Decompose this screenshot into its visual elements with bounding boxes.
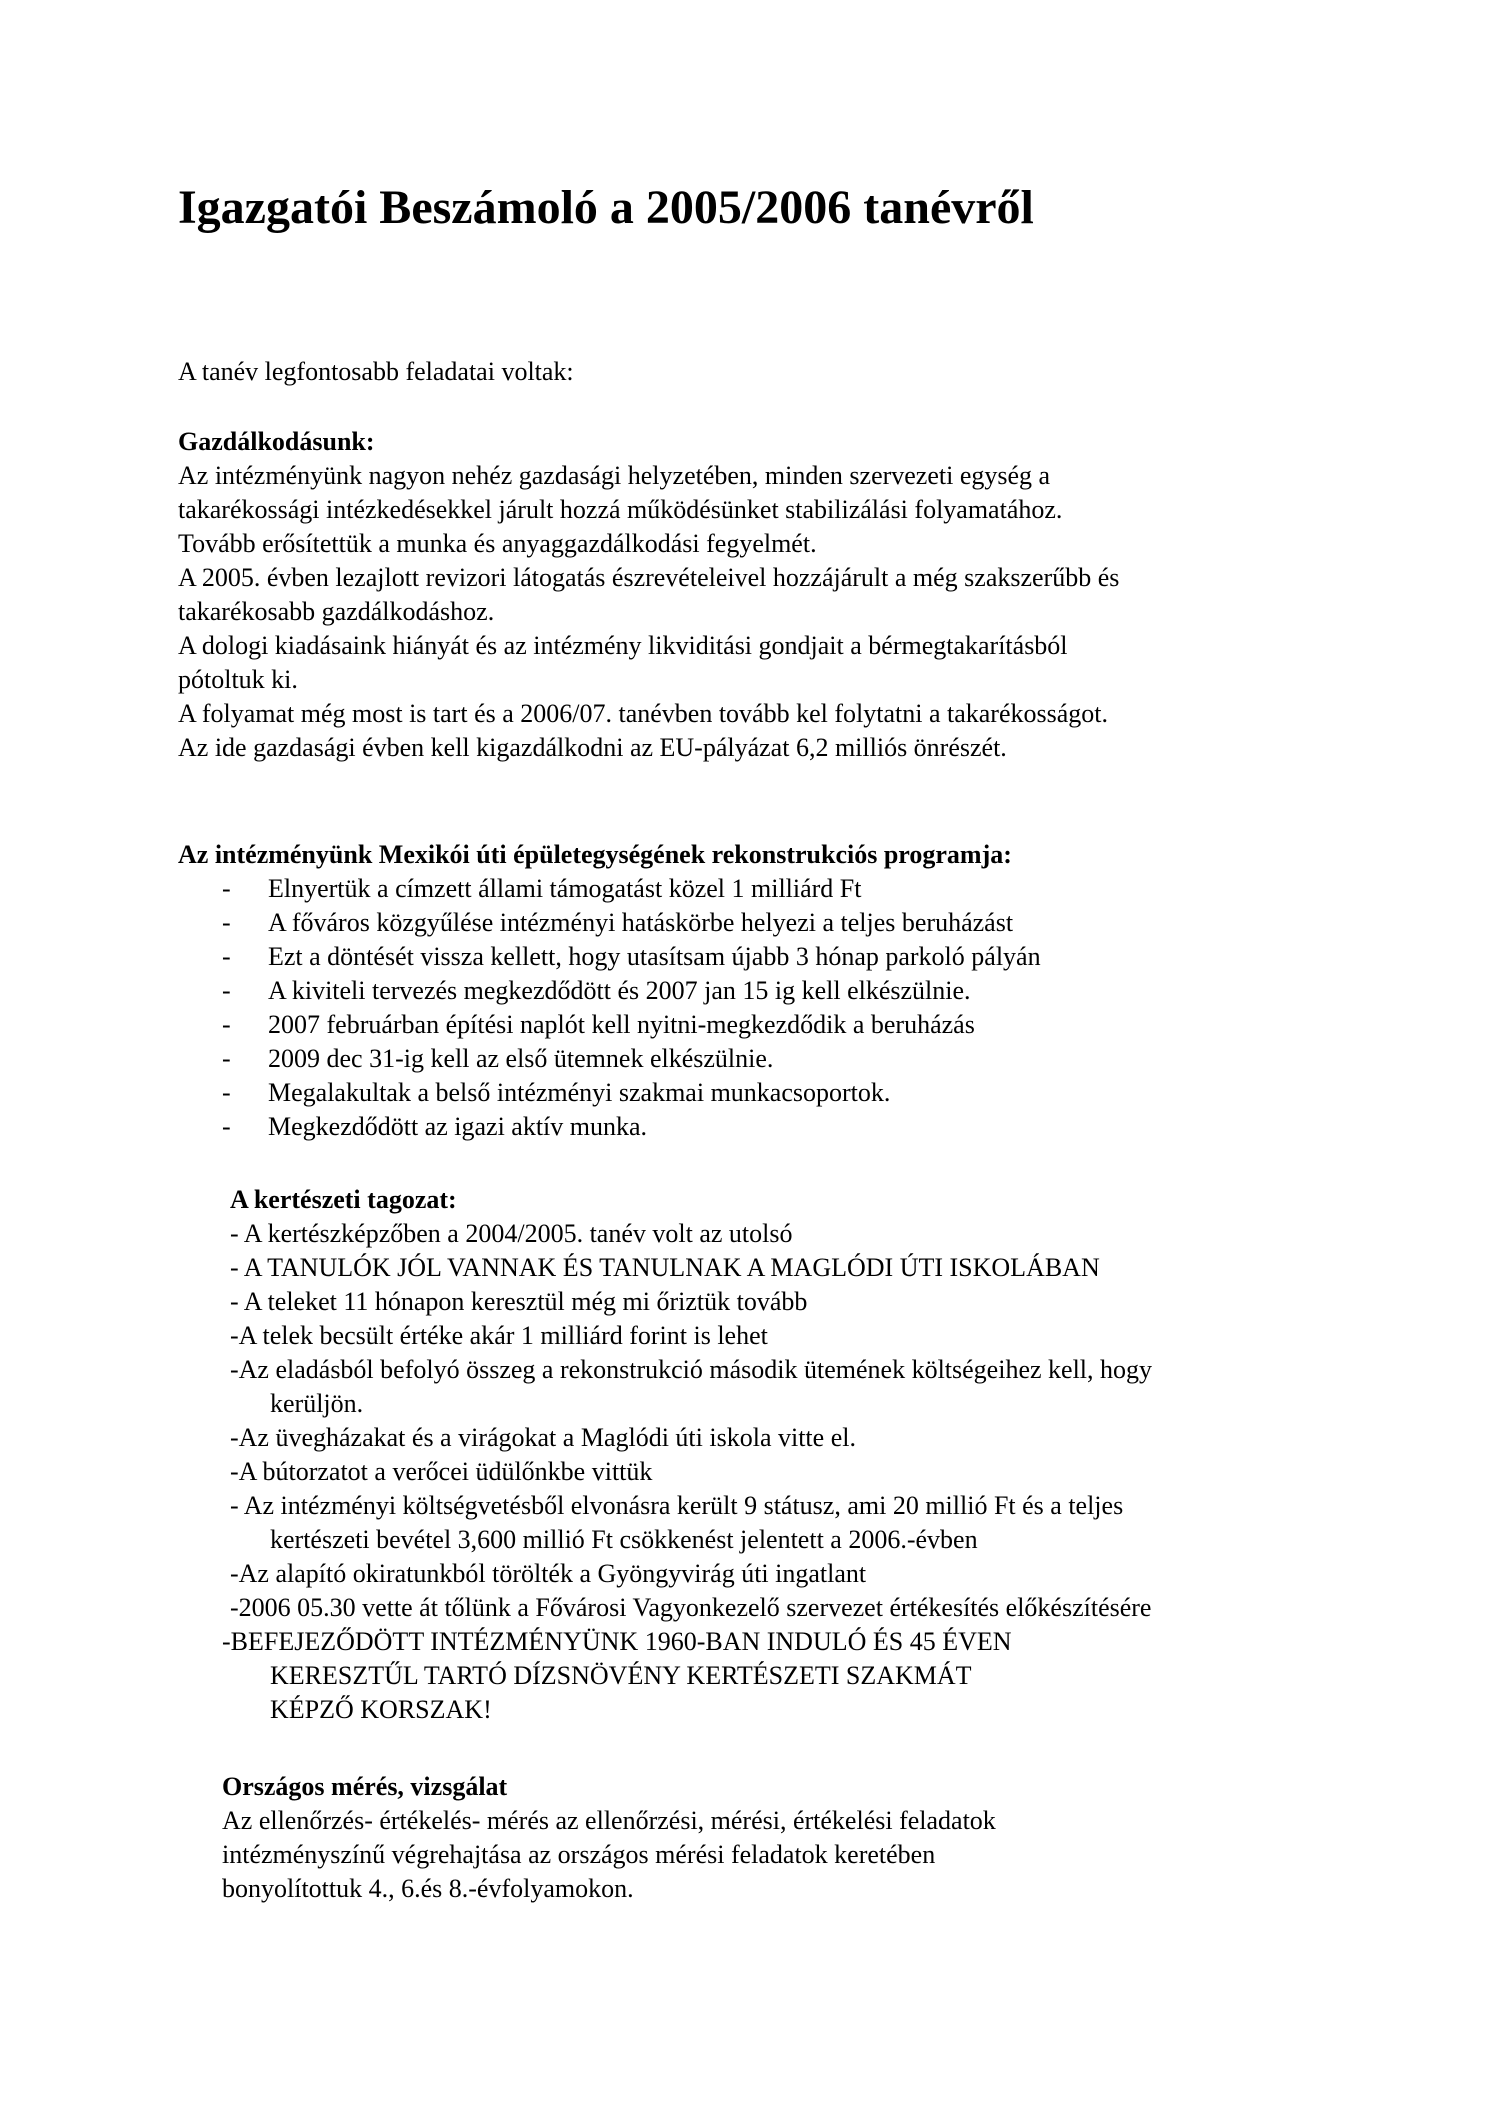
kerteszeti-item: - A kertészképzőben a 2004/2005. tanév volt az utolsó [230, 1219, 793, 1248]
mexikoi-list [178, 872, 1041, 1144]
kerteszeti-item: -Az üvegházakat és a virágokat a Maglódi úti iskola vitte el. [230, 1423, 856, 1452]
kerteszeti-heading: A kertészeti tagozat: [230, 1185, 457, 1214]
gazdalkodas-line: A 2005. évben lezajlott revizori látogatás észrevételeivel hozzájárult a még szakszerűbb és [178, 563, 1120, 592]
gazdalkodas-line: A folyamat még most is tart és a 2006/07. tanévben tovább kel folytatni a takarékosságot. [178, 699, 1108, 728]
orszagos-section [222, 1770, 996, 1906]
bullet-dash: - [222, 874, 231, 903]
bullet-dash: - [222, 942, 231, 971]
list-item [178, 974, 1041, 1008]
kerteszeti-item: -2006 05.30 vette át tőlünk a Fővárosi Vagyonkezelő szervezet értékesítés előkészítésére [230, 1593, 1152, 1622]
orszagos-line: Az ellenőrzés- értékelés- mérés az ellenőrzési, mérési, értékelési feladatok [222, 1806, 996, 1835]
kerteszeti-item: -Az eladásból befolyó összeg a rekonstrukció második ütemének költségeihez kell, hogy [230, 1355, 1153, 1384]
gazdalkodas-line: takarékossági intézkedésekkel járult hozzá működésünket stabilizálási folyamatához. [178, 495, 1063, 524]
list-item-text: 2007 februárban építési naplót kell nyitni-megkezdődik a beruházás [268, 1010, 975, 1039]
kerteszeti-final-continuation: KÉPZŐ KORSZAK! [270, 1695, 492, 1724]
intro-text-block [178, 355, 574, 389]
kerteszeti-item-continuation: kertészeti bevétel 3,600 millió Ft csökkenést jelentett a 2006.-évben [270, 1525, 978, 1554]
orszagos-line: intézményszínű végrehajtása az országos mérési feladatok keretében [222, 1840, 936, 1869]
list-item [178, 906, 1041, 940]
kerteszeti-item: - A teleket 11 hónapon keresztül még mi őriztük tovább [230, 1287, 808, 1316]
orszagos-line: bonyolítottuk 4., 6.és 8.-évfolyamokon. [222, 1874, 634, 1903]
intro-text: A tanév legfontosabb feladatai voltak: [178, 357, 574, 386]
list-item-text: A kiviteli tervezés megkezdődött és 2007 jan 15 ig kell elkészülnie. [268, 976, 971, 1005]
kerteszeti-item: - Az intézményi költségvetésből elvonásra került 9 státusz, ami 20 millió Ft és a teljes [230, 1491, 1124, 1520]
bullet-dash: - [222, 976, 231, 1005]
mexikoi-section [178, 838, 1041, 1144]
kerteszeti-item: - A TANULÓK JÓL VANNAK ÉS TANULNAK A MAGLÓDI ÚTI ISKOLÁBAN [230, 1253, 1100, 1282]
gazdalkodas-line: Az intézményünk nagyon nehéz gazdasági helyzetében, minden szervezeti egység a [178, 461, 1051, 490]
kerteszeti-item-continuation: kerüljön. [270, 1389, 364, 1418]
gazdalkodas-line: takarékosabb gazdálkodáshoz. [178, 597, 495, 626]
list-item-text: 2009 dec 31-ig kell az első ütemnek elkészülnie. [268, 1044, 774, 1073]
gazdalkodas-line: Az ide gazdasági évben kell kigazdálkodni az EU-pályázat 6,2 milliós önrészét. [178, 733, 1007, 762]
kerteszeti-item: -A bútorzatot a verőcei üdülőnkbe vittük [230, 1457, 653, 1486]
list-item [178, 940, 1041, 974]
list-item-text: Megalakultak a belső intézményi szakmai munkacsoportok. [268, 1078, 891, 1107]
list-item [178, 1008, 1041, 1042]
kerteszeti-final-continuation: KERESZTŰL TARTÓ DÍZSNÖVÉNY KERTÉSZETI SZAKMÁT [270, 1661, 972, 1690]
document-title: Igazgatói Beszámoló a 2005/2006 tanévről [178, 181, 1034, 234]
gazdalkodas-heading: Gazdálkodásunk: [178, 427, 375, 456]
kerteszeti-item: -A telek becsült értéke akár 1 milliárd forint is lehet [230, 1321, 768, 1350]
list-item [178, 872, 1041, 906]
bullet-dash: - [222, 1112, 231, 1141]
kerteszeti-final-item: -BEFEJEZŐDÖTT INTÉZMÉNYÜNK 1960-BAN INDULÓ ÉS 45 ÉVEN [222, 1627, 1012, 1656]
gazdalkodas-section [178, 425, 1119, 765]
list-item-text: Ezt a döntését vissza kellett, hogy utasítsam újabb 3 hónap parkoló pályán [268, 942, 1041, 971]
orszagos-heading: Országos mérés, vizsgálat [222, 1772, 508, 1801]
bullet-dash: - [222, 1078, 231, 1107]
gazdalkodas-line: pótoltuk ki. [178, 665, 298, 694]
list-item [178, 1110, 1041, 1144]
list-item [178, 1042, 1041, 1076]
kerteszeti-item: -Az alapító okiratunkból törölték a Gyöngyvirág úti ingatlant [230, 1559, 867, 1588]
list-item-text: Megkezdődött az igazi aktív munka. [268, 1112, 648, 1141]
bullet-dash: - [222, 1044, 231, 1073]
gazdalkodas-line: Tovább erősítettük a munka és anyaggazdálkodási fegyelmét. [178, 529, 817, 558]
list-item-text: Elnyertük a címzett állami támogatást közel 1 milliárd Ft [268, 874, 862, 903]
bullet-dash: - [222, 908, 231, 937]
list-item-text: A főváros közgyűlése intézményi hatáskörbe helyezi a teljes beruházást [268, 908, 1014, 937]
bullet-dash: - [222, 1010, 231, 1039]
kerteszeti-section [222, 1183, 1153, 1727]
gazdalkodas-line: A dologi kiadásaink hiányát és az intézmény likviditási gondjait a bérmegtakarításból [178, 631, 1068, 660]
list-item [178, 1076, 1041, 1110]
mexikoi-heading: Az intézményünk Mexikói úti épületegységének rekonstrukciós programja: [178, 840, 1012, 869]
